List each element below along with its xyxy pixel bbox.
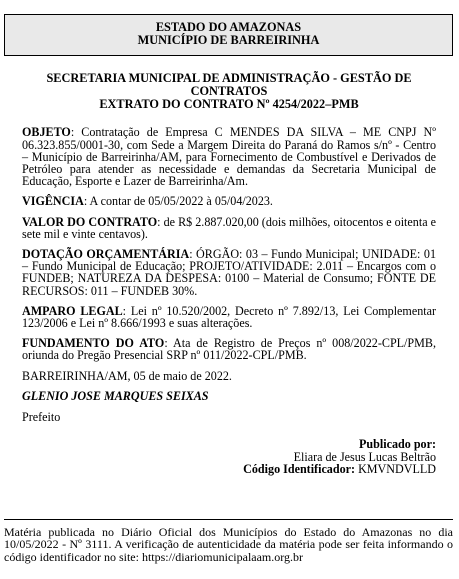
amparo-label: AMPARO LEGAL <box>22 303 123 318</box>
place-date: BARREIRINHA/AM, 05 de maio de 2022. <box>22 368 232 383</box>
header-municipality: MUNICÍPIO DE BARREIRINHA <box>137 33 320 47</box>
vigencia-label: VIGÊNCIA <box>22 194 84 209</box>
section-objeto <box>22 126 436 187</box>
signer-name: GLENIO JOSE MARQUES SEIXAS <box>22 388 209 403</box>
section-fundamento <box>22 337 436 361</box>
document-title <box>22 72 436 110</box>
published-by-label: Publicado por: <box>359 437 436 452</box>
fundamento-label: FUNDAMENTO DO ATO <box>22 336 165 351</box>
objeto-label: OBJETO <box>22 125 71 140</box>
dotacao-label: DOTAÇÃO ORÇAMENTÁRIA <box>22 247 190 262</box>
signer-role: Prefeito <box>22 410 61 425</box>
vigencia-text: : A contar de 05/05/2022 à 05/04/2023. <box>83 194 273 209</box>
objeto-text: : Contratação de Empresa C MENDES DA SILVA – ME CNPJ Nº 06.323.855/0001-30, com Sede a Margem Direita do Paraná do Ramos s/nº - Centro – Município de Barreirinha/AM, para Fornecimento de Combustível e Derivados de Petróleo para atender as necessidade e demandas da Secretaria Municipal de Educação, Esporte e Lazer de Barreirinha/Am. <box>22 125 436 189</box>
valor-text: : de R$ 2.887.020,00 (dois milhões, oitocentos e oitenta e sete mil e vinte centavos). <box>22 214 436 241</box>
footer-note: Matéria publicada no Diário Oficial dos Municípios do Estado do Amazonas no dia 10/05/2022 - Nº 3111. A verificação de autenticidade da matéria pode ser feita informando o código identificador no site: https://diariomunicipalaam.org.br <box>4 519 453 563</box>
title-line-1: SECRETARIA MUNICIPAL DE ADMINISTRAÇÃO - GESTÃO DE <box>46 71 412 85</box>
identifier-code: KMVNDVLLD <box>358 462 436 477</box>
fundamento-text: : Ata de Registro de Preços nº 008/2022-CPL/PMB, oriunda do Pregão Presencial SRP nº 011/2022-CPL/PMB. <box>22 336 436 363</box>
title-line-2: CONTRATOS <box>190 83 268 98</box>
amparo-text: : Lei nº 10.520/2002, Decreto nº 7.892/13, Lei Complementar 123/2006 e Lei nº 8.666/1993 e suas alterações. <box>22 303 436 331</box>
identifier-label: Código Identificador: <box>243 462 356 477</box>
publication-block <box>22 438 436 476</box>
valor-label: VALOR DO CONTRATO <box>22 214 158 229</box>
header-state: ESTADO DO AMAZONAS <box>155 20 302 34</box>
publisher-name: Eliara de Jesus Lucas Beltrão <box>293 449 436 464</box>
section-amparo <box>22 305 436 329</box>
header-box <box>4 14 453 56</box>
section-valor <box>22 216 436 240</box>
dotacao-text: : ÓRGÃO: 03 – Fundo Municipal; UNIDADE: 01 – Fundo Municipal de Educação; PROJETO/ATIVIDADE: 2.011 – Encargos com o FUNDEB; NATUREZA DA DESPESA: 0100 – Material de Consumo; FONTE DE RECURSOS: 011 – FUNDEB 30%. <box>22 247 436 298</box>
section-vigencia <box>22 195 436 207</box>
document-body <box>22 72 436 476</box>
section-dotacao <box>22 248 436 297</box>
title-line-3: EXTRATO DO CONTRATO Nº 4254/2022–PMB <box>99 96 359 111</box>
identifier-line <box>22 463 436 476</box>
